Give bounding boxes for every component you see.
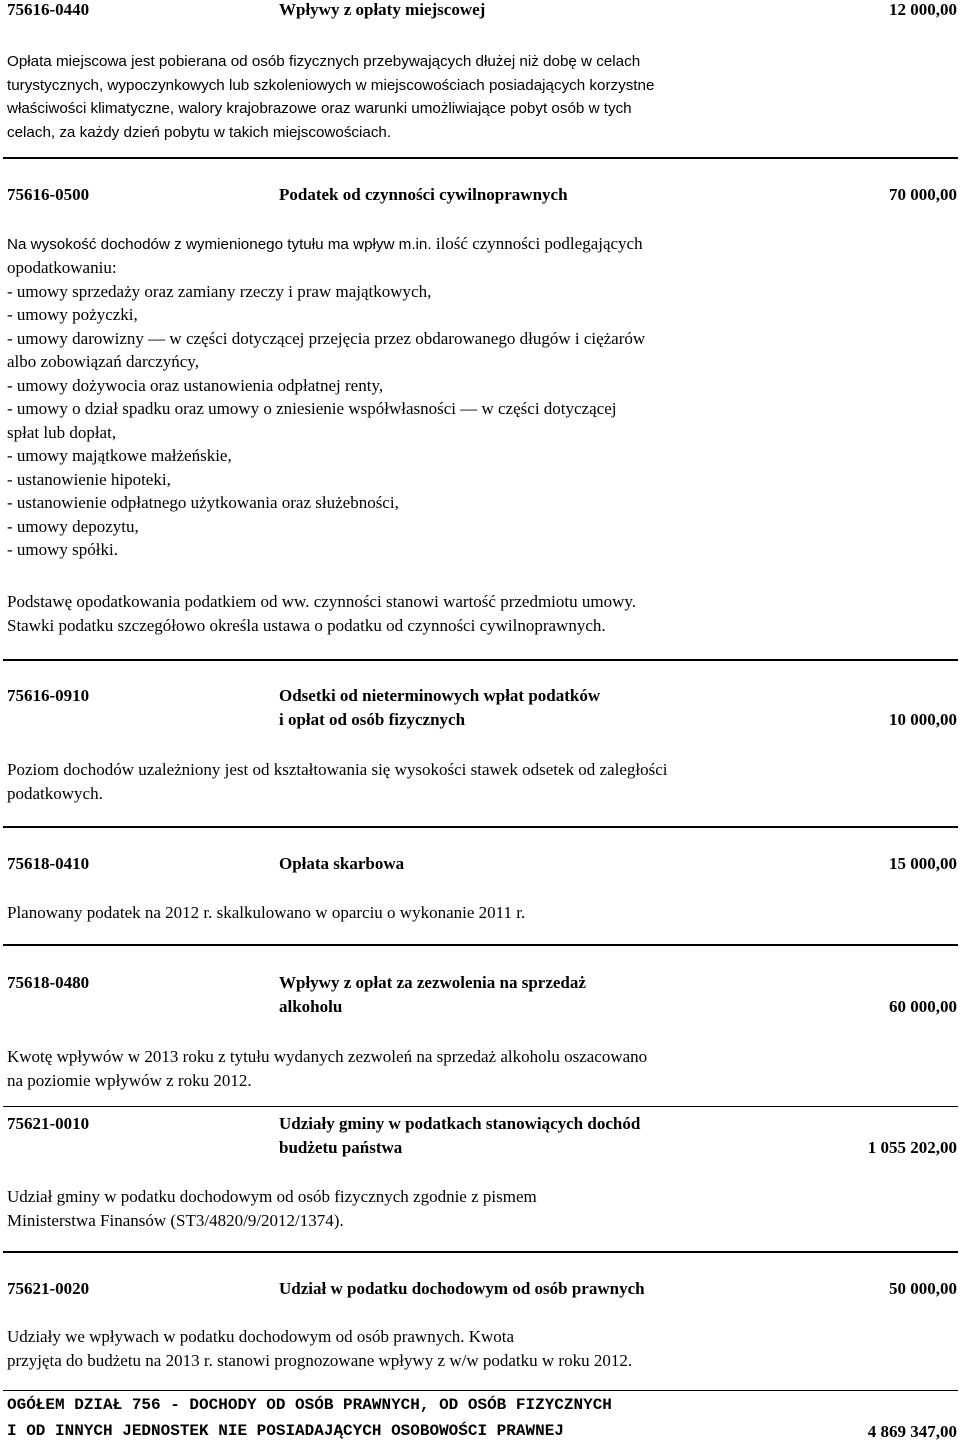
section-divider	[3, 1106, 958, 1108]
section-divider	[3, 944, 958, 946]
section-description-intro	[7, 232, 787, 257]
section-amount: 50 000,00	[889, 1279, 957, 1298]
section-amount: 70 000,00	[889, 185, 957, 204]
section-code: 75621-0020	[7, 1279, 90, 1298]
section-code: 75616-0500	[7, 185, 90, 204]
section-divider	[3, 1390, 958, 1392]
section-amount: 1 055 202,00	[867, 1138, 957, 1157]
section-title: Opłata skarbowa	[279, 854, 405, 873]
section-divider	[3, 826, 958, 828]
section-description-2: Podstawę opodatkowania podatkiem od ww. czynności stanowi wartość przedmiotu umowy. Stawki podatku szczegółowo określa ustawa o podatku od czynności cywilnoprawnych.	[7, 592, 637, 635]
section-divider	[3, 659, 958, 661]
section-title-line2: alkoholu	[279, 997, 343, 1016]
section-header-75616-0440	[7, 0, 957, 22]
total-amount: 4 869 347,00	[867, 1422, 957, 1441]
section-amount: 60 000,00	[889, 997, 957, 1016]
total-label-line2: I OD INNYCH JEDNOSTEK NIE POSIADAJĄCYCH OSOBOWOŚCI PRAWNEJ	[7, 1422, 564, 1440]
section-title-line2: budżetu państwa	[279, 1138, 403, 1157]
section-header-75621-0020	[7, 1279, 957, 1301]
section-amount: 10 000,00	[889, 710, 957, 729]
section-title-line2: i opłat od osób fizycznych	[279, 710, 466, 729]
section-code: 75621-0010	[7, 1114, 90, 1133]
total-label-line1: OGÓŁEM DZIAŁ 756 - DOCHODY OD OSÓB PRAWNYCH, OD OSÓB FIZYCZNYCH	[7, 1396, 612, 1414]
section-divider	[3, 157, 958, 159]
section-amount: 12 000,00	[889, 0, 957, 19]
section-header-75618-0410	[7, 854, 957, 876]
section-title: Podatek od czynności cywilnoprawnych	[279, 185, 568, 204]
section-description: Udział gminy w podatku dochodowym od osób fizycznych zgodnie z pismem Ministerstwa Finansów (ST3/4820/9/2012/1374).	[7, 1187, 537, 1230]
section-title: Wpływy z opłaty miejscowej	[279, 0, 486, 19]
section-description: Kwotę wpływów w 2013 roku z tytułu wydanych zezwoleń na sprzedaż alkoholu oszacowano na poziomie wpływów z roku 2012.	[7, 1047, 648, 1090]
intro-serif: ilość czynności podlegających	[431, 234, 643, 253]
section-header-75616-0500	[7, 185, 957, 207]
section-header-75618-0480	[7, 973, 957, 1019]
section-header-75616-0910	[7, 686, 957, 732]
section-header-75621-0010	[7, 1114, 957, 1160]
section-title-line1: Wpływy z opłat za zezwolenia na sprzedaż	[279, 973, 586, 992]
section-title: Udział w podatku dochodowym od osób prawnych	[279, 1279, 645, 1298]
section-description: Udziały we wpływach w podatku dochodowym od osób prawnych. Kwota przyjęta do budżetu na 2013 r. stanowi prognozowane wpływy z w/w podatku w roku 2012.	[7, 1327, 633, 1370]
section-code: 75616-0440	[7, 0, 90, 19]
section-title-line1: Udziały gminy w podatkach stanowiących dochód	[279, 1114, 641, 1133]
department-total	[7, 1396, 957, 1444]
intro-sans: Na wysokość dochodów z wymienionego tytułu ma wpływ m.in.	[7, 236, 432, 253]
section-description: Planowany podatek na 2012 r. skalkulowano w oparciu o wykonanie 2011 r.	[7, 903, 526, 922]
section-code: 75618-0410	[7, 854, 90, 873]
section-description: Poziom dochodów uzależniony jest od kształtowania się wysokości stawek odsetek od zaległości podatkowych.	[7, 760, 668, 803]
section-amount: 15 000,00	[889, 854, 957, 873]
section-description: Opłata miejscowa jest pobierana od osób fizycznych przebywających dłużej niż dobę w celach turystycznych, wypoczynkowych lub szkoleniowych w miejscowościach posiadających korzystne właściwości klimatyczne, walory krajobrazowe oraz warunki umożliwiające pobyt osób w tych celach, za każdy dzień pobytu w takich miejscowościach.	[7, 53, 655, 141]
section-code: 75618-0480	[7, 973, 90, 992]
section-code: 75616-0910	[7, 686, 90, 705]
section-title-line1: Odsetki od nieterminowych wpłat podatków	[279, 686, 601, 705]
section-description: opodatkowaniu: - umowy sprzedaży oraz zamiany rzeczy i praw majątkowych, - umowy pożyczki, - umowy darowizny — w części dotyczącej przejęcia przez obdarowanego długów i ciężarów albo zobowiązań darczyńcy, - umowy dożywocia oraz ustanowienia odpłatnej renty, - umowy o dział spadku oraz umowy o zniesienie współwłasności — w części dotyczącej spłat lub dopłat, - umowy majątkowe małżeńskie, - ustanowienie hipoteki, - ustanowienie odpłatnego użytkowania oraz służebności, - umowy depozytu, - umowy spółki.	[7, 258, 646, 559]
section-divider	[3, 1251, 958, 1253]
